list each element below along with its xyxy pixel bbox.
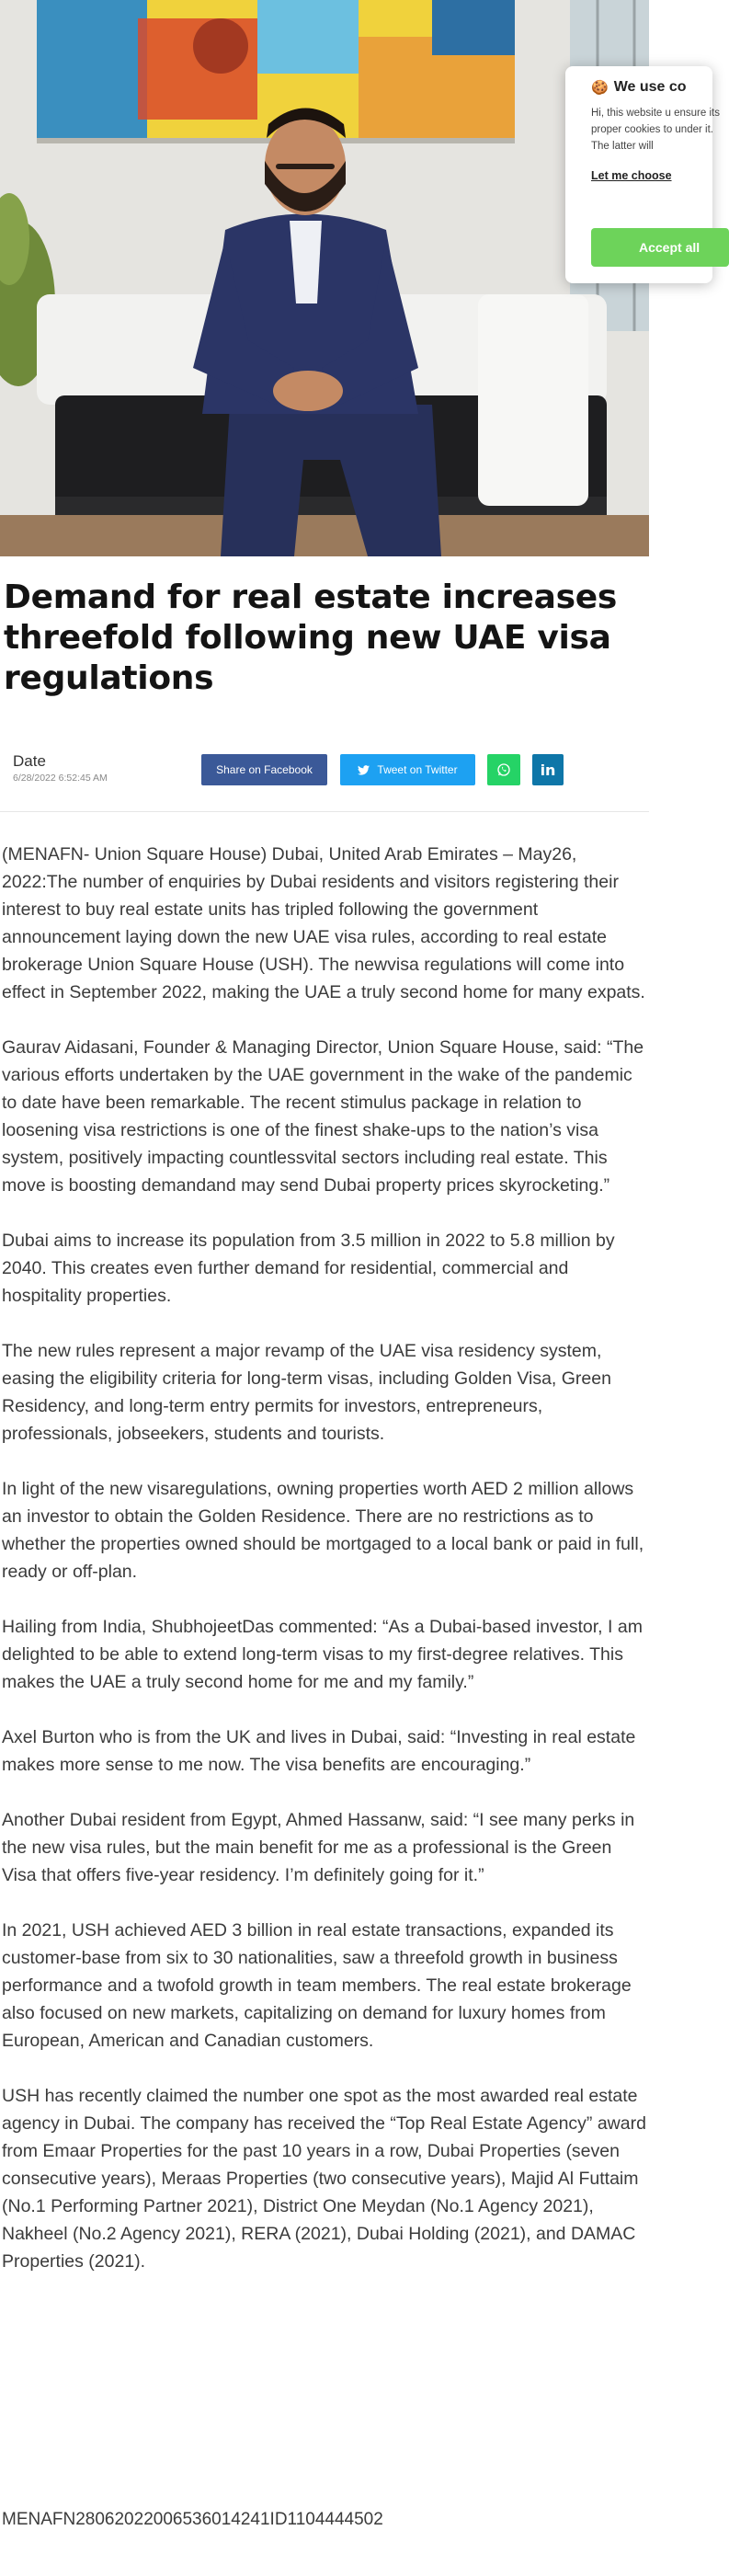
share-whatsapp-button[interactable] (487, 754, 520, 785)
cookie-banner (565, 66, 720, 283)
article-paragraph: Another Dubai resident from Egypt, Ahmed Hassanw, said: “I see many perks in the new visa rules, but the main benefit for me as a professional is the Green Visa that offers five-year residency. I’m definitely going for it.” (2, 1810, 635, 1885)
article-paragraph: Axel Burton who is from the UK and lives in Dubai, said: “Investing in real estate makes more sense to me now. The visa benefits are encouraging.” (2, 1727, 636, 1775)
twitter-icon (358, 765, 370, 775)
share-twitter-button[interactable] (340, 754, 475, 785)
cookie-icon: 🍪 (591, 80, 609, 96)
share-twitter-label: Tweet on Twitter (377, 763, 458, 776)
date-value: 6/28/2022 6:52:45 AM (13, 773, 108, 784)
article-paragraph: Gaurav Aidasani, Founder & Managing Director, Union Square House, said: “The various efforts undertaken by the UAE government in the wake of the pandemic to date have been remarkable. The recent stimulus package in relation to loosening visa restrictions is one of the finest shake-ups to the nation’s visa system, positively impacting countlessvital sectors including real estate. This move is boosting demandand may send Dubai property prices skyrocketing.” (2, 1037, 644, 1196)
linkedin-icon: in (540, 761, 556, 779)
article-paragraph: Dubai aims to increase its population from 3.5 million in 2022 to 5.8 million by 2040. This creates even further demand for residential, commercial and hospitality properties. (2, 1231, 615, 1306)
article-body (2, 841, 649, 2303)
hero-photo (0, 0, 649, 556)
whatsapp-icon (496, 762, 511, 777)
article-paragraph: In 2021, USH achieved AED 3 billion in real estate transactions, expanded its customer-base from six to 30 nationalities, saw a threefold growth in business performance and a twofold growth in team members. The real estate brokerage also focused on new markets, capitalizing on demand for luxury homes from European, American and Canadian customers. (2, 1920, 632, 2051)
article-paragraph: (MENAFN- Union Square House) Dubai, United Arab Emirates – May26, 2022:The number of enquiries by Dubai residents and visitors registering their interest to buy real estate units has tripled following the government announcement laying down the new UAE visa rules, according to real estate brokerage Union Square House (USH). The newvisa regulations will come into effect in September 2022, making the UAE a truly second home for many expats. (2, 844, 645, 1002)
article-paragraph: USH has recently claimed the number one spot as the most awarded real estate agency in Dubai. The company has received the “Top Real Estate Agency” award from Emaar Properties for the past 10 years in a row, Dubai Properties (seven consecutive years), Meraas Properties (two consecutive years), Majid Al Futtaim (No.1 Performing Partner 2021), District One Meydan (No.1 Agency 2021), Nakheel (No.2 Agency 2021), RERA (2021), Dubai Holding (2021), and DAMAC Properties (2021). (2, 2086, 646, 2272)
article-paragraph: In light of the new visaregulations, owning properties worth AED 2 million allows an investor to obtain the Golden Residence. There are no restrictions as to whether the properties owned should be mortgaged to a local bank or paid in full, ready or off-plan. (2, 1479, 644, 1582)
article-title: Demand for real estate increases threefold following new UAE visa regulations (4, 578, 617, 697)
meta-divider (0, 811, 649, 812)
article-paragraph: Hailing from India, ShubhojeetDas commented: “As a Dubai-based investor, I am delighted to be able to extend long-term visas to my first-degree relatives. This makes the UAE a truly second home for me and my family.” (2, 1617, 643, 1692)
share-facebook-button[interactable]: Share on Facebook (201, 754, 327, 785)
share-linkedin-button[interactable] (532, 754, 564, 785)
cookie-banner-title: 🍪 We use co (591, 79, 687, 96)
cookie-accept-all-button[interactable]: Accept all (591, 228, 729, 267)
article-paragraph: The new rules represent a major revamp of the UAE visa residency system, easing the eligibility criteria for long-term visas, including Golden Visa, Green Residency, and long-term entry permits for investors, entrepreneurs, professionals, jobseekers, students and tourists. (2, 1341, 611, 1444)
hero-photo-illustration (0, 0, 649, 556)
date-label: Date (13, 752, 46, 770)
cookie-banner-text: Hi, this website u ensure its proper cookies to under it. The latter will (591, 108, 720, 152)
article-reference-code: MENAFN2806202200653601424​1ID1104444502 (2, 2510, 383, 2529)
cookie-let-me-choose-link[interactable]: Let me choose (591, 169, 672, 182)
article-meta (13, 752, 108, 784)
